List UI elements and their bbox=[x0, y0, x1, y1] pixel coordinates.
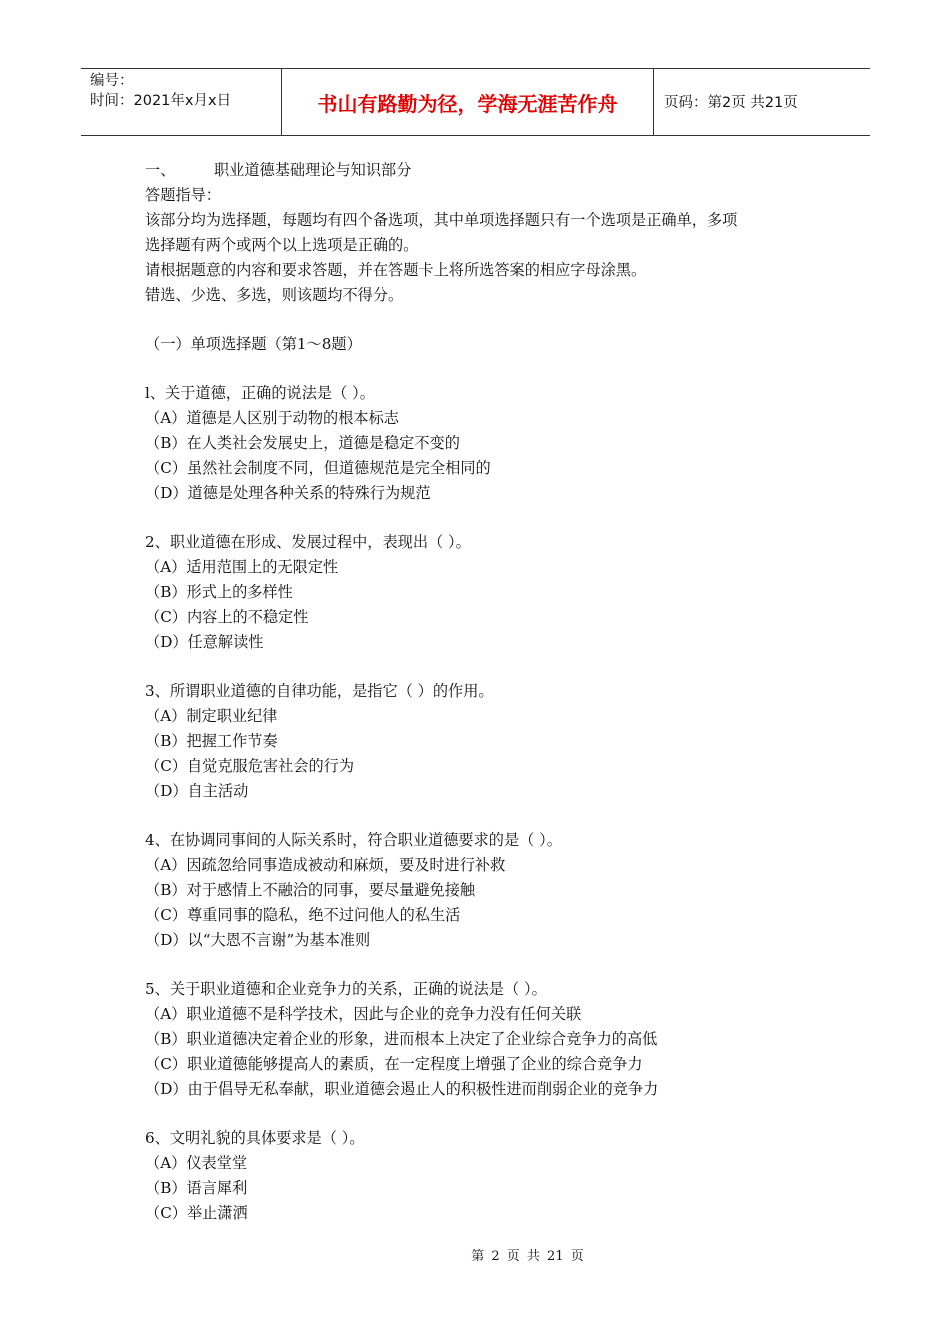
option-a: （A）适用范围上的无限定性 bbox=[145, 558, 339, 576]
option-b: （B）把握工作节奏 bbox=[145, 732, 278, 750]
option-c: （C）虽然社会制度不同，但道德规范是完全相同的 bbox=[145, 459, 491, 477]
guide-line: 该部分均为选择题，每题均有四个备选项，其中单项选择题只有一个选项是正确单，多项 bbox=[145, 211, 738, 229]
page-header bbox=[81, 68, 870, 136]
question-stem: 6、文明礼貌的具体要求是（ ）。 bbox=[145, 1129, 365, 1147]
question-1 bbox=[145, 381, 825, 506]
guide-line: 错选、少选、多选，则该题均不得分。 bbox=[145, 286, 404, 304]
option-a: （A）因疏忽给同事造成被动和麻烦，要及时进行补救 bbox=[145, 856, 506, 874]
question-stem: l、关于道德，正确的说法是（ ）。 bbox=[145, 384, 375, 402]
option-c: （C）内容上的不稳定性 bbox=[145, 608, 309, 626]
option-d: （D）自主活动 bbox=[145, 782, 249, 800]
question-2 bbox=[145, 530, 825, 655]
subsection-title: （一）单项选择题（第1～8题） bbox=[145, 335, 362, 353]
question-stem: 4、在协调同事间的人际关系时，符合职业道德要求的是（ ）。 bbox=[145, 831, 562, 849]
option-c: （C）尊重同事的隐私，绝不过问他人的私生活 bbox=[145, 906, 461, 924]
option-d: （D）道德是处理各种关系的特殊行为规范 bbox=[145, 484, 431, 502]
option-a: （A）制定职业纪律 bbox=[145, 707, 278, 725]
option-b: （B）对于感情上不融洽的同事，要尽量避免接触 bbox=[145, 881, 476, 899]
page-footer bbox=[0, 1245, 950, 1264]
question-3 bbox=[145, 679, 825, 804]
header-motto: 书山有路勤为径，学海无涯苦作舟 bbox=[282, 69, 654, 135]
section-title: 一、 职业道德基础理论与知识部分 bbox=[145, 161, 412, 179]
guide-line: 请根据题意的内容和要求答题，并在答题卡上将所选答案的相应字母涂黑。 bbox=[145, 261, 647, 279]
option-b: （B）语言犀利 bbox=[145, 1179, 248, 1197]
option-a: （A）职业道德不是科学技术，因此与企业的竞争力没有任何关联 bbox=[145, 1005, 582, 1023]
question-stem: 2、职业道德在形成、发展过程中，表现出（ ）。 bbox=[145, 533, 471, 551]
option-c: （C）自觉克服危害社会的行为 bbox=[145, 757, 355, 775]
option-d: （D）由于倡导无私奉献，职业道德会遏止人的积极性进而削弱企业的竞争力 bbox=[145, 1080, 659, 1098]
question-stem: 3、所谓职业道德的自律功能，是指它（ ）的作用。 bbox=[145, 682, 494, 700]
number-label: 编号： bbox=[90, 73, 134, 89]
option-c: （C）职业道德能够提高人的素质，在一定程度上增强了企业的综合竞争力 bbox=[145, 1055, 643, 1073]
date-label: 时间：2021年x月x日 bbox=[90, 93, 232, 109]
guide-line: 选择题有两个或两个以上选项是正确的。 bbox=[145, 236, 419, 254]
option-b: （B）职业道德决定着企业的形象，进而根本上决定了企业综合竞争力的高低 bbox=[145, 1030, 658, 1048]
option-c: （C）举止潇洒 bbox=[145, 1204, 248, 1222]
option-d: （D）以“大恩不言谢”为基本准则 bbox=[145, 931, 371, 949]
option-a: （A）仪表堂堂 bbox=[145, 1154, 248, 1172]
question-stem: 5、关于职业道德和企业竞争力的关系，正确的说法是（ ）。 bbox=[145, 980, 547, 998]
header-page-label: 页码：第2页 共21页 bbox=[664, 95, 798, 111]
question-5 bbox=[145, 977, 825, 1102]
question-6 bbox=[145, 1126, 825, 1226]
option-b: （B）在人类社会发展史上，道德是稳定不变的 bbox=[145, 434, 460, 452]
header-meta bbox=[81, 69, 282, 135]
footer-page-number: 第 2 页 共 21 页 bbox=[471, 1249, 584, 1264]
option-d: （D）任意解读性 bbox=[145, 633, 264, 651]
document-body bbox=[145, 158, 825, 1226]
guide-title: 答题指导： bbox=[145, 186, 221, 204]
option-a: （A）道德是人区别于动物的根本标志 bbox=[145, 409, 399, 427]
option-b: （B）形式上的多样性 bbox=[145, 583, 293, 601]
question-4 bbox=[145, 828, 825, 953]
